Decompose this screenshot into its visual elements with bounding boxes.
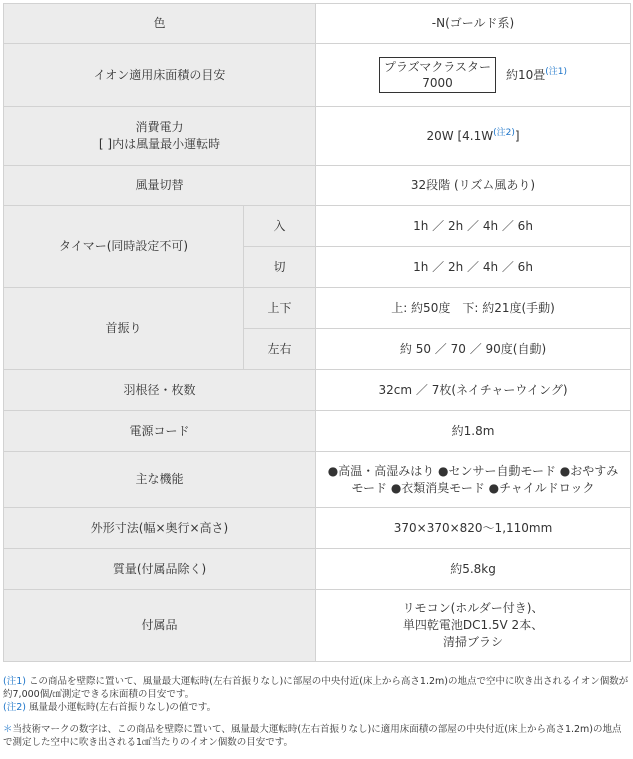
label-blade: 羽根径・枚数 bbox=[4, 370, 316, 411]
label-power-line2: [ ]内は風量最小運転時 bbox=[98, 137, 221, 151]
plasmacluster-badge bbox=[379, 57, 496, 93]
row-timer-on bbox=[4, 206, 631, 247]
label-dimensions: 外形寸法(幅×奥行×高さ) bbox=[4, 508, 316, 549]
label-swing-lr: 左右 bbox=[244, 329, 316, 370]
note2-text: 風量最小運転時(左右首振りなし)の値です。 bbox=[25, 702, 217, 713]
row-power bbox=[4, 107, 631, 166]
row-blade bbox=[4, 370, 631, 411]
label-color: 色 bbox=[4, 4, 316, 44]
label-power bbox=[4, 107, 316, 166]
row-color bbox=[4, 4, 631, 44]
value-color: -N(ゴールド系) bbox=[316, 4, 631, 44]
label-swing: 首振り bbox=[4, 288, 244, 370]
accessories-line3: 清掃ブラシ bbox=[443, 635, 504, 649]
star-text: 当技術マークの数字は、この商品を壁際に置いて、風量最大運転時(左右首振りなし)に適用床面積の部屋の中央付近(床上から高さ1.2m)の地点で測定した空中に吹き出される1㎤当たりのイオン個数の目安です。 bbox=[3, 724, 622, 748]
label-cord: 電源コード bbox=[4, 411, 316, 452]
accessories-line2: 単四乾電池DC1.5V 2本、 bbox=[402, 618, 544, 632]
value-features bbox=[316, 452, 631, 508]
value-ion-area bbox=[316, 44, 631, 107]
star-note bbox=[3, 723, 630, 749]
ion-area-value: 約10畳 bbox=[506, 67, 546, 82]
value-timer-on: 1h ／ 2h ／ 4h ／ 6h bbox=[316, 206, 631, 247]
label-timer: タイマー(同時設定不可) bbox=[4, 206, 244, 288]
features-line1: ●高温・高湿みはり ●センサー自動モード ●おやすみ bbox=[327, 463, 619, 478]
label-features: 主な機能 bbox=[4, 452, 316, 508]
value-timer-off: 1h ／ 2h ／ 4h ／ 6h bbox=[316, 247, 631, 288]
row-features bbox=[4, 452, 631, 508]
note2 bbox=[3, 701, 630, 714]
value-weight: 約5.8kg bbox=[316, 549, 631, 590]
label-airflow: 風量切替 bbox=[4, 166, 316, 206]
value-power bbox=[316, 107, 631, 166]
row-ion-area bbox=[4, 44, 631, 107]
accessories-line1: リモコン(ホルダー付き)、 bbox=[402, 601, 544, 615]
row-airflow bbox=[4, 166, 631, 206]
value-swing-ud: 上: 約50度 下: 約21度(手動) bbox=[316, 288, 631, 329]
value-dimensions: 370×370×820～1,110mm bbox=[316, 508, 631, 549]
power-value-close: ] bbox=[514, 128, 520, 143]
label-weight: 質量(付属品除く) bbox=[4, 549, 316, 590]
star-mark: ＊ bbox=[3, 724, 13, 735]
note1-tag: (注1) bbox=[3, 676, 26, 687]
row-cord bbox=[4, 411, 631, 452]
label-ion-area: イオン適用床面積の目安 bbox=[4, 44, 316, 107]
label-accessories: 付属品 bbox=[4, 590, 316, 662]
badge-line1: プラズマクラスター bbox=[383, 60, 492, 74]
value-blade: 32cm ／ 7枚(ネイチャーウイング) bbox=[316, 370, 631, 411]
label-swing-ud: 上下 bbox=[244, 288, 316, 329]
row-dimensions bbox=[4, 508, 631, 549]
note1 bbox=[3, 675, 630, 701]
note2-tag: (注2) bbox=[3, 702, 26, 713]
value-cord: 約1.8m bbox=[316, 411, 631, 452]
value-swing-lr: 約 50 ／ 70 ／ 90度(自動) bbox=[316, 329, 631, 370]
note2-ref: (注2) bbox=[493, 127, 515, 138]
row-accessories bbox=[4, 590, 631, 662]
label-power-line1: 消費電力 bbox=[135, 120, 184, 134]
row-weight bbox=[4, 549, 631, 590]
power-value: 20W [4.1W bbox=[426, 128, 494, 143]
row-swing-ud bbox=[4, 288, 631, 329]
label-timer-on: 入 bbox=[244, 206, 316, 247]
value-airflow: 32段階 (リズム風あり) bbox=[316, 166, 631, 206]
value-accessories bbox=[316, 590, 631, 662]
badge-line2: 7000 bbox=[422, 76, 453, 90]
note1-text: この商品を壁際に置いて、風量最大運転時(左右首振りなし)に部屋の中央付近(床上から高さ1.2m)の地点で空中に吹き出されるイオン個数が約7,000個/㎤測定できる床面積の目安です。 bbox=[3, 676, 629, 700]
features-line2: モード ●衣類消臭モード ●チャイルドロック bbox=[351, 480, 595, 495]
footnotes bbox=[3, 675, 630, 749]
note1-ref: (注1) bbox=[545, 66, 568, 77]
spec-table bbox=[3, 3, 631, 662]
label-timer-off: 切 bbox=[244, 247, 316, 288]
